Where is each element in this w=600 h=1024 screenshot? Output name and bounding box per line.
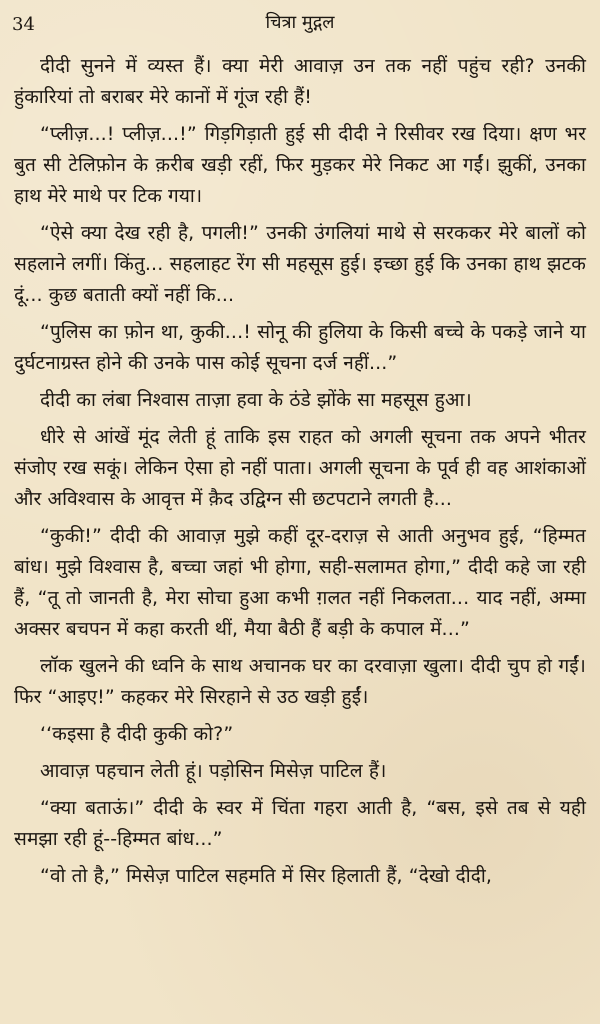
running-title: चित्रा मुद्गल xyxy=(265,12,335,33)
paragraph: दीदी सुनने में व्यस्त हैं। क्या मेरी आवाज़ उन तक नहीं पहुंच रही? उनकी हुंकारियां तो बराबर मेरे कानों में गूंज रही हैं! xyxy=(14,55,586,108)
paragraph: लॉक खुलने की ध्वनि के साथ अचानक घर का दरवाज़ा खुला। दीदी चुप हो गईं। फिर “आइए!” कहकर मेरे सिरहाने से उठ खड़ी हुईं। xyxy=(14,655,586,708)
paragraph: धीरे से आंखें मूंद लेती हूं ताकि इस राहत को अगली सूचना तक अपने भीतर संजोए रख सकूं। लेकिन ऐसा हो नहीं पाता। अगली सूचना के पूर्व ही वह आशंकाओं और अविश्वास के आवृत्त में क़ैद उद्विग्न सी छटपटाने लगती है... xyxy=(14,426,586,510)
paragraph: “वो तो है,” मिसेज़ पाटिल सहमति में सिर हिलाती हैं, “देखो दीदी, xyxy=(40,865,492,887)
page-number: 34 xyxy=(12,14,35,35)
paragraph: “कुकी!” दीदी की आवाज़ मुझे कहीं दूर-दराज़ से आती अनुभव हुई, “हिम्मत बांध। मुझे विश्वास है, बच्चा जहां भी होगा, सही-सलामत होगा,” दीदी कहे जा रही हैं, “तू तो जानती है, मेरा सोचा हुआ कभी ग़लत नहीं निकलता... याद नहीं, अम्मा अक्सर बचपन में कहा करती थीं, मैया बैठी हैं बड़ी के कपाल में...” xyxy=(14,525,586,640)
paragraph: दीदी का लंबा निश्वास ताज़ा हवा के ठंडे झोंके सा महसूस हुआ। xyxy=(40,389,472,411)
paragraph: “ऐसे क्या देख रही है, पगली!” उनकी उंगलियां माथे से सरककर मेरे बालों को सहलाने लगीं। किंतु... सहलाहट रेंग सी महसूस हुई। इच्छा हुई कि उनका हाथ झटक दूं... कुछ बताती क्यों नहीं कि... xyxy=(14,222,586,306)
paragraph: ‘‘कइसा है दीदी कुकी को?” xyxy=(40,723,234,745)
paragraph: “क्या बताऊं।” दीदी के स्वर में चिंता गहरा आती है, “बस, इसे तब से यही समझा रही हूं--हिम्मत बांध...” xyxy=(14,797,586,850)
text-body xyxy=(14,51,586,892)
page-header xyxy=(0,8,600,40)
paragraph: आवाज़ पहचान लेती हूं। पड़ोसिन मिसेज़ पाटिल हैं। xyxy=(40,760,387,782)
paragraph: “प्लीज़...! प्लीज़...!” गिड़गिड़ाती हुई सी दीदी ने रिसीवर रख दिया। क्षण भर बुत सी टेलिफ़ोन के क़रीब खड़ी रहीं, फिर मुड़कर मेरे निकट आ गईं। झुकीं, उनका हाथ मेरे माथे पर टिक गया। xyxy=(14,123,586,207)
paragraph: “पुलिस का फ़ोन था, कुकी...! सोनू की हुलिया के किसी बच्चे के पकड़े जाने या दुर्घटनाग्रस्त होने की उनके पास कोई सूचना दर्ज नहीं...” xyxy=(14,321,586,374)
